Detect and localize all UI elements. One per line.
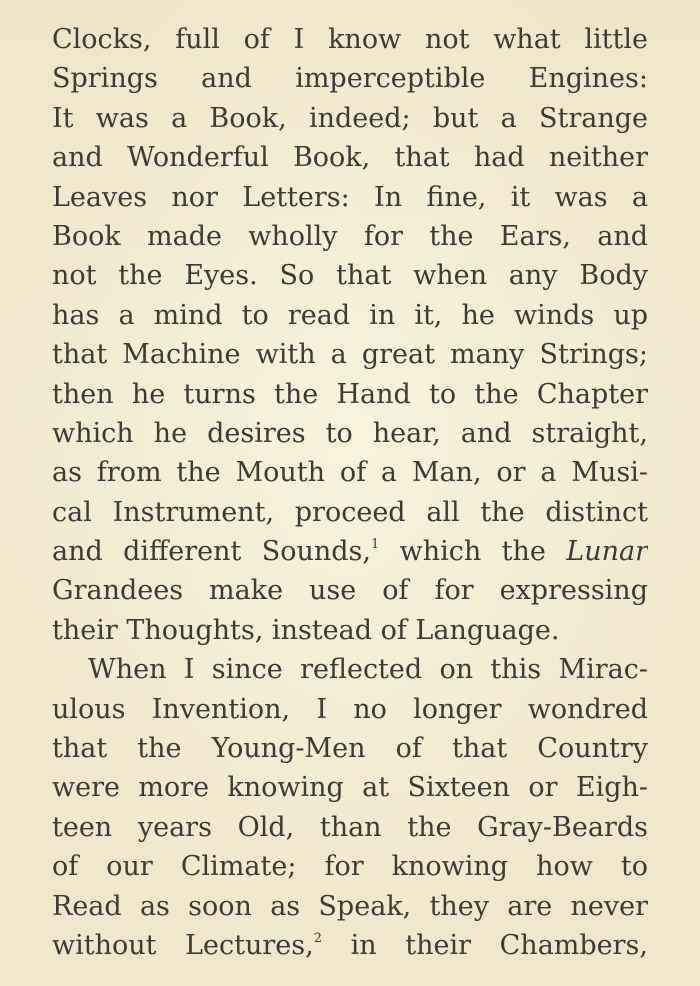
- footnote-marker: 2: [313, 930, 322, 946]
- text-line: cal Instrument, proceed all the distinct: [52, 496, 648, 528]
- text-line: as from the Mouth of a Man, or a Musi-: [52, 457, 648, 489]
- text-line: not the Eyes. So that when any Body: [52, 260, 648, 292]
- text-line: and Wonderful Book, that had neither: [52, 142, 648, 174]
- text-line-footnoted: [52, 532, 648, 571]
- text-line: that the Young-Men of that Country: [52, 733, 648, 765]
- text-line: were more knowing at Sixteen or Eigh-: [52, 772, 648, 804]
- text-line: Springs and imperceptible Engines:: [52, 63, 648, 95]
- text-line-paragraph-start: When I since reflected on this Mirac-: [88, 654, 648, 686]
- footnote-marker: 1: [370, 537, 380, 553]
- text-line: Clocks, full of I know not what little: [52, 24, 648, 55]
- text-line: that Machine with a great many Strings;: [52, 339, 648, 371]
- text-line: Grandees make use of for expressing: [52, 575, 648, 607]
- text-line: has a mind to read in it, he winds up: [52, 299, 648, 331]
- text-segment: which the: [379, 536, 567, 568]
- text-line: Leaves nor Letters: In fine, it was a: [52, 181, 648, 213]
- text-line-paragraph-end: their Thoughts, instead of Language.: [52, 614, 560, 646]
- text-line: teen years Old, than the Gray-Beards: [52, 811, 648, 843]
- text-line: ulous Invention, I no longer wondred: [52, 693, 648, 725]
- body-text: [52, 20, 648, 965]
- text-line: It was a Book, indeed; but a Strange: [52, 102, 648, 134]
- text-segment: in their Chambers,: [321, 929, 648, 961]
- text-line: of our Climate; for knowing how to: [52, 851, 648, 883]
- italic-word: Lunar: [566, 536, 648, 568]
- text-line: then he turns the Hand to the Chapter: [52, 378, 648, 410]
- text-line: Book made wholly for the Ears, and: [52, 220, 648, 252]
- text-line: which he desires to hear, and straight,: [52, 417, 648, 449]
- text-line-footnoted: [52, 926, 648, 965]
- text-segment: and different Sounds,: [52, 536, 371, 568]
- text-segment: without Lectures,: [52, 929, 314, 961]
- text-line: Read as soon as Speak, they are never: [52, 890, 648, 922]
